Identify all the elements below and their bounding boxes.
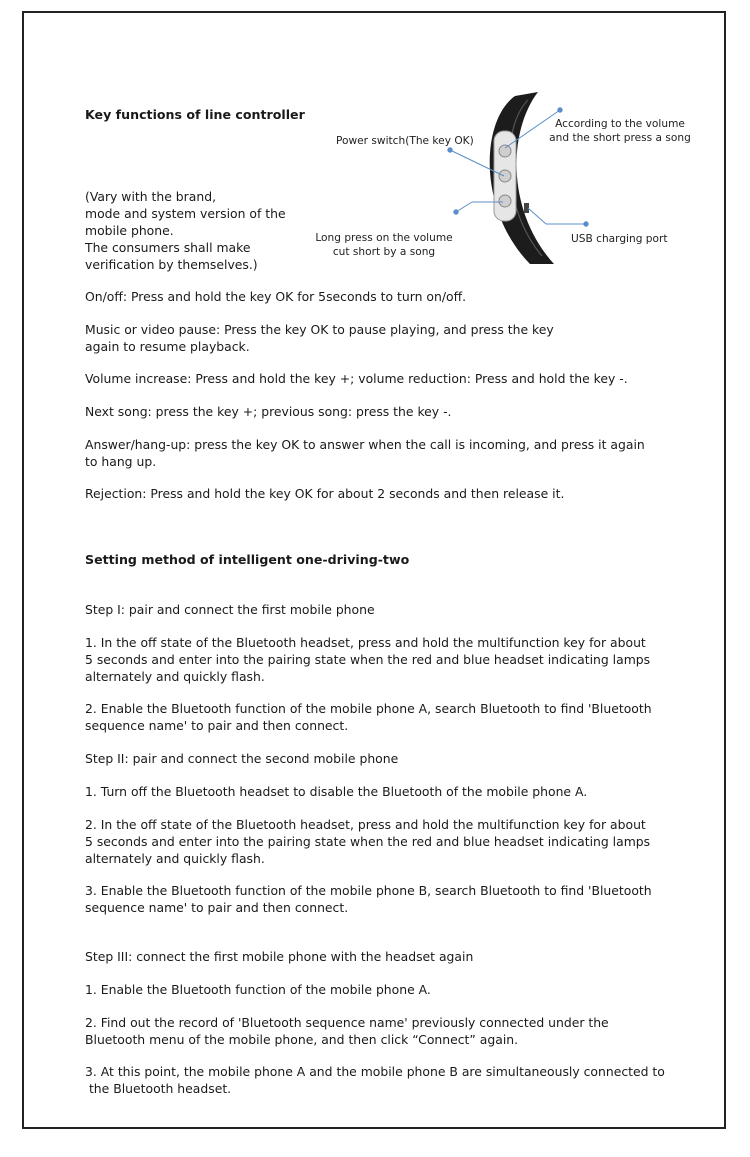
item-line: 3. Enable the Bluetooth function of the mobile phone B, search Bluetooth to find 'Bluetooth [85,883,652,898]
note-line: mobile phone. [85,223,174,238]
usb-charging-port-label: USB charging port [571,233,668,245]
step2-item-1 [85,783,587,800]
step1-item-2 [85,700,652,734]
step3-item-1 [85,981,431,998]
item-line: 5 seconds and enter into the pairing state when the red and blue headset indicating lamps [85,834,651,849]
item-line: Music or video pause: Press the key OK to pause playing, and press the key [85,322,554,337]
step1-item-1 [85,634,650,685]
item-volume [85,370,628,387]
item-line: sequence name' to pair and then connect. [85,900,349,915]
step2-title: Step II: pair and connect the second mobile phone [85,751,399,766]
item-line: sequence name' to pair and then connect. [85,718,349,733]
item-line: 2. In the off state of the Bluetooth headset, press and hold the multifunction key for about [85,817,646,832]
item-line: 1. In the off state of the Bluetooth headset, press and hold the multifunction key for about [85,635,646,650]
power-switch-label: Power switch(The key OK) [336,135,474,147]
step2-item-3 [85,882,652,916]
volume-up-key [499,145,511,157]
item-line: Bluetooth menu of the mobile phone, and then click “Connect” again. [85,1032,519,1047]
volume-up-label [548,117,692,145]
item-line: alternately and quickly flash. [85,851,265,866]
section-heading-line-controller: Key functions of line controller [85,107,305,122]
volume-down-label-line: cut short by a song [332,246,436,258]
volume-down-key [499,195,511,207]
item-rejection [85,485,564,502]
note-line: verification by themselves.) [85,257,258,272]
item-line: 2. Enable the Bluetooth function of the mobile phone A, search Bluetooth to find 'Bluetooth [85,701,652,716]
volume-up-label-line: According to the volume [555,118,685,130]
item-line: 2. Find out the record of 'Bluetooth sequence name' previously connected under the [85,1015,609,1030]
step1-title: Step I: pair and connect the first mobile phone [85,602,375,617]
item-line: Rejection: Press and hold the key OK for about 2 seconds and then release it. [85,486,565,501]
item-line: 1. Turn off the Bluetooth headset to disable the Bluetooth of the mobile phone A. [85,784,588,799]
step3-item-3 [85,1063,665,1097]
volume-down-label [312,231,456,259]
item-line: to hang up. [85,454,157,469]
volume-up-label-line: and the short press a song [549,132,691,144]
item-next-song [85,403,451,420]
item-line: 5 seconds and enter into the pairing state when the red and blue headset indicating lamps [85,652,651,667]
item-line: again to resume playback. [85,339,250,354]
step3-item-2 [85,1014,609,1048]
note-line: mode and system version of the [85,206,286,221]
item-line: 1. Enable the Bluetooth function of the mobile phone A. [85,982,431,997]
item-line: alternately and quickly flash. [85,669,265,684]
item-line: On/off: Press and hold the key OK for 5seconds to turn on/off. [85,289,467,304]
ok-key [499,170,511,182]
item-line: Answer/hang-up: press the key OK to answer when the call is incoming, and press it again [85,437,645,452]
item-line: Next song: press the key +; previous song: press the key -. [85,404,452,419]
volume-down-label-line: Long press on the volume [315,232,453,244]
step3-title: Step III: connect the first mobile phone with the headset again [85,949,474,964]
section-heading-one-driving-two: Setting method of intelligent one-driving-two [85,552,410,567]
item-answer [85,436,645,470]
note-line: The consumers shall make [85,240,251,255]
item-line: the Bluetooth headset. [85,1081,232,1096]
brand-note [85,188,286,273]
item-line: 3. At this point, the mobile phone A and the mobile phone B are simultaneously connected to [85,1064,665,1079]
step2-item-2 [85,816,650,867]
item-on-off [85,288,466,305]
note-line: (Vary with the brand, [85,189,217,204]
item-line: Volume increase: Press and hold the key +; volume reduction: Press and hold the key -. [85,371,628,386]
item-pause [85,321,554,355]
